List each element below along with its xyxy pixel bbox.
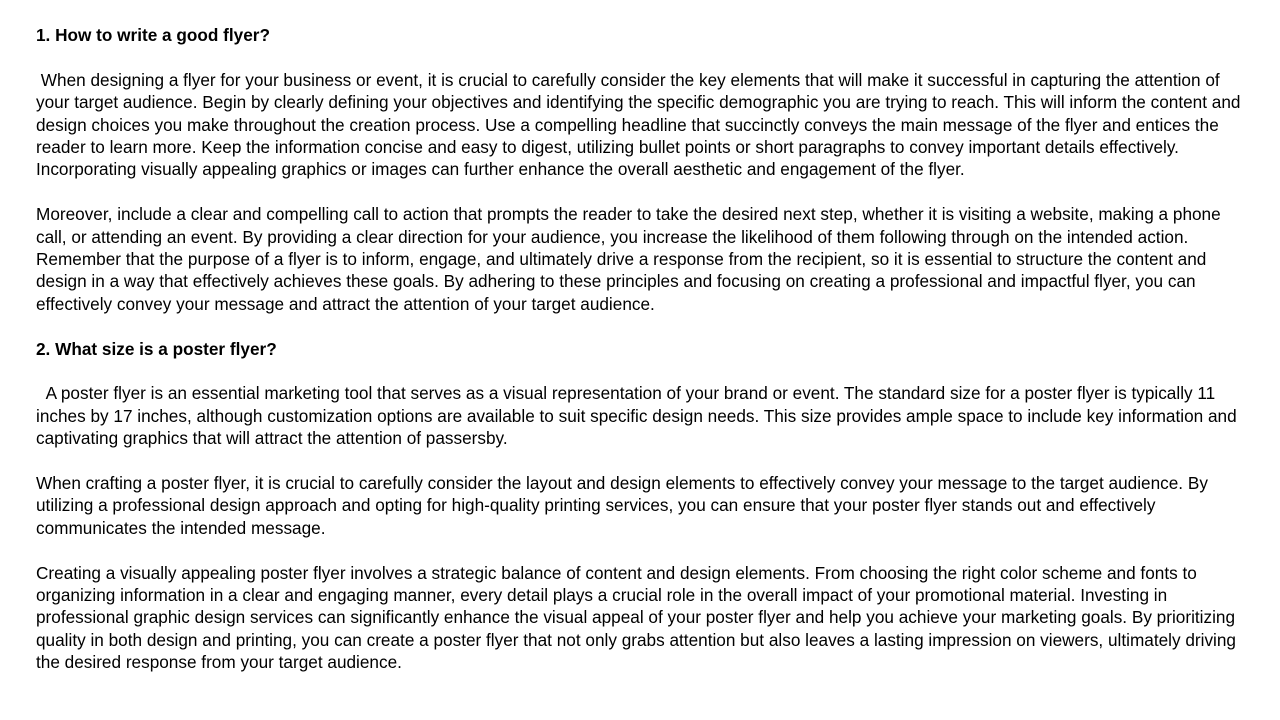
spacer — [36, 539, 1244, 561]
section-heading: 2. What size is a poster flyer? — [36, 338, 277, 359]
paragraph: Moreover, include a clear and compelling call to action that prompts the reader to take the desired next step, whether it is visiting a website, making a phone call, or attending an event. By providing a clear direction for your audience, you increase the likelihood of them following through on the intended action. Remember that the purpose of a flyer is to inform, engage, and ultimately drive a response from the recipient, so it is essential to structure the content and design in a way that effectively achieves these goals. By adhering to these principles and focusing on creating a professional and impactful flyer, you can effectively convey your message and attract the attention of your target audience. — [36, 204, 1226, 314]
paragraph: Creating a visually appealing poster flyer involves a strategic balance of content and design elements. From choosing the right color scheme and fonts to organizing information in a clear and engaging manner, every detail plays a crucial role in the overall impact of your promotional material. Investing in professional graphic design services can significantly enhance the visual appeal of your poster flyer and help you achieve your marketing goals. By prioritizing quality in both design and printing, you can create a poster flyer that not only grabs attention but also leaves a lasting impression on viewers, ultimately driving the desired response from your target audience. — [36, 562, 1241, 673]
paragraph: When designing a flyer for your business or event, it is crucial to carefully consider the key elements that will make it successful in capturing the attention of your target audience. Begin by clearly defining your objectives and identifying the specific demographic you are trying to reach. This will inform the content and design choices you make throughout the creation process. Use a compelling headline that succinctly conveys the main message of the flyer and entices the reader to learn more. Keep the information concise and easy to digest, utilizing bullet points or short paragraphs to convey important details effectively. Incorporating visually appealing graphics or images can further enhance the overall aesthetic and engagement of the flyer. — [36, 69, 1246, 180]
paragraph: A poster flyer is an essential marketing tool that serves as a visual representation of your brand or event. The standard size for a poster flyer is typically 11 inches by 17 inches, although customization options are available to suit specific design needs. This size provides ample space to include key information and captivating graphics that will attract the attention of passersby. — [36, 383, 1242, 449]
spacer — [36, 315, 1244, 337]
spacer — [36, 360, 1244, 382]
paragraph: When crafting a poster flyer, it is crucial to carefully consider the layout and design elements to effectively convey your message to the target audience. By utilizing a professional design approach and opting for high-quality printing services, you can ensure that your poster flyer stands out and effectively communicates the intended message. — [36, 473, 1213, 538]
spacer — [36, 450, 1244, 472]
spacer — [36, 46, 1244, 68]
spacer — [36, 181, 1244, 203]
section-heading: 1. How to write a good flyer? — [36, 25, 270, 45]
